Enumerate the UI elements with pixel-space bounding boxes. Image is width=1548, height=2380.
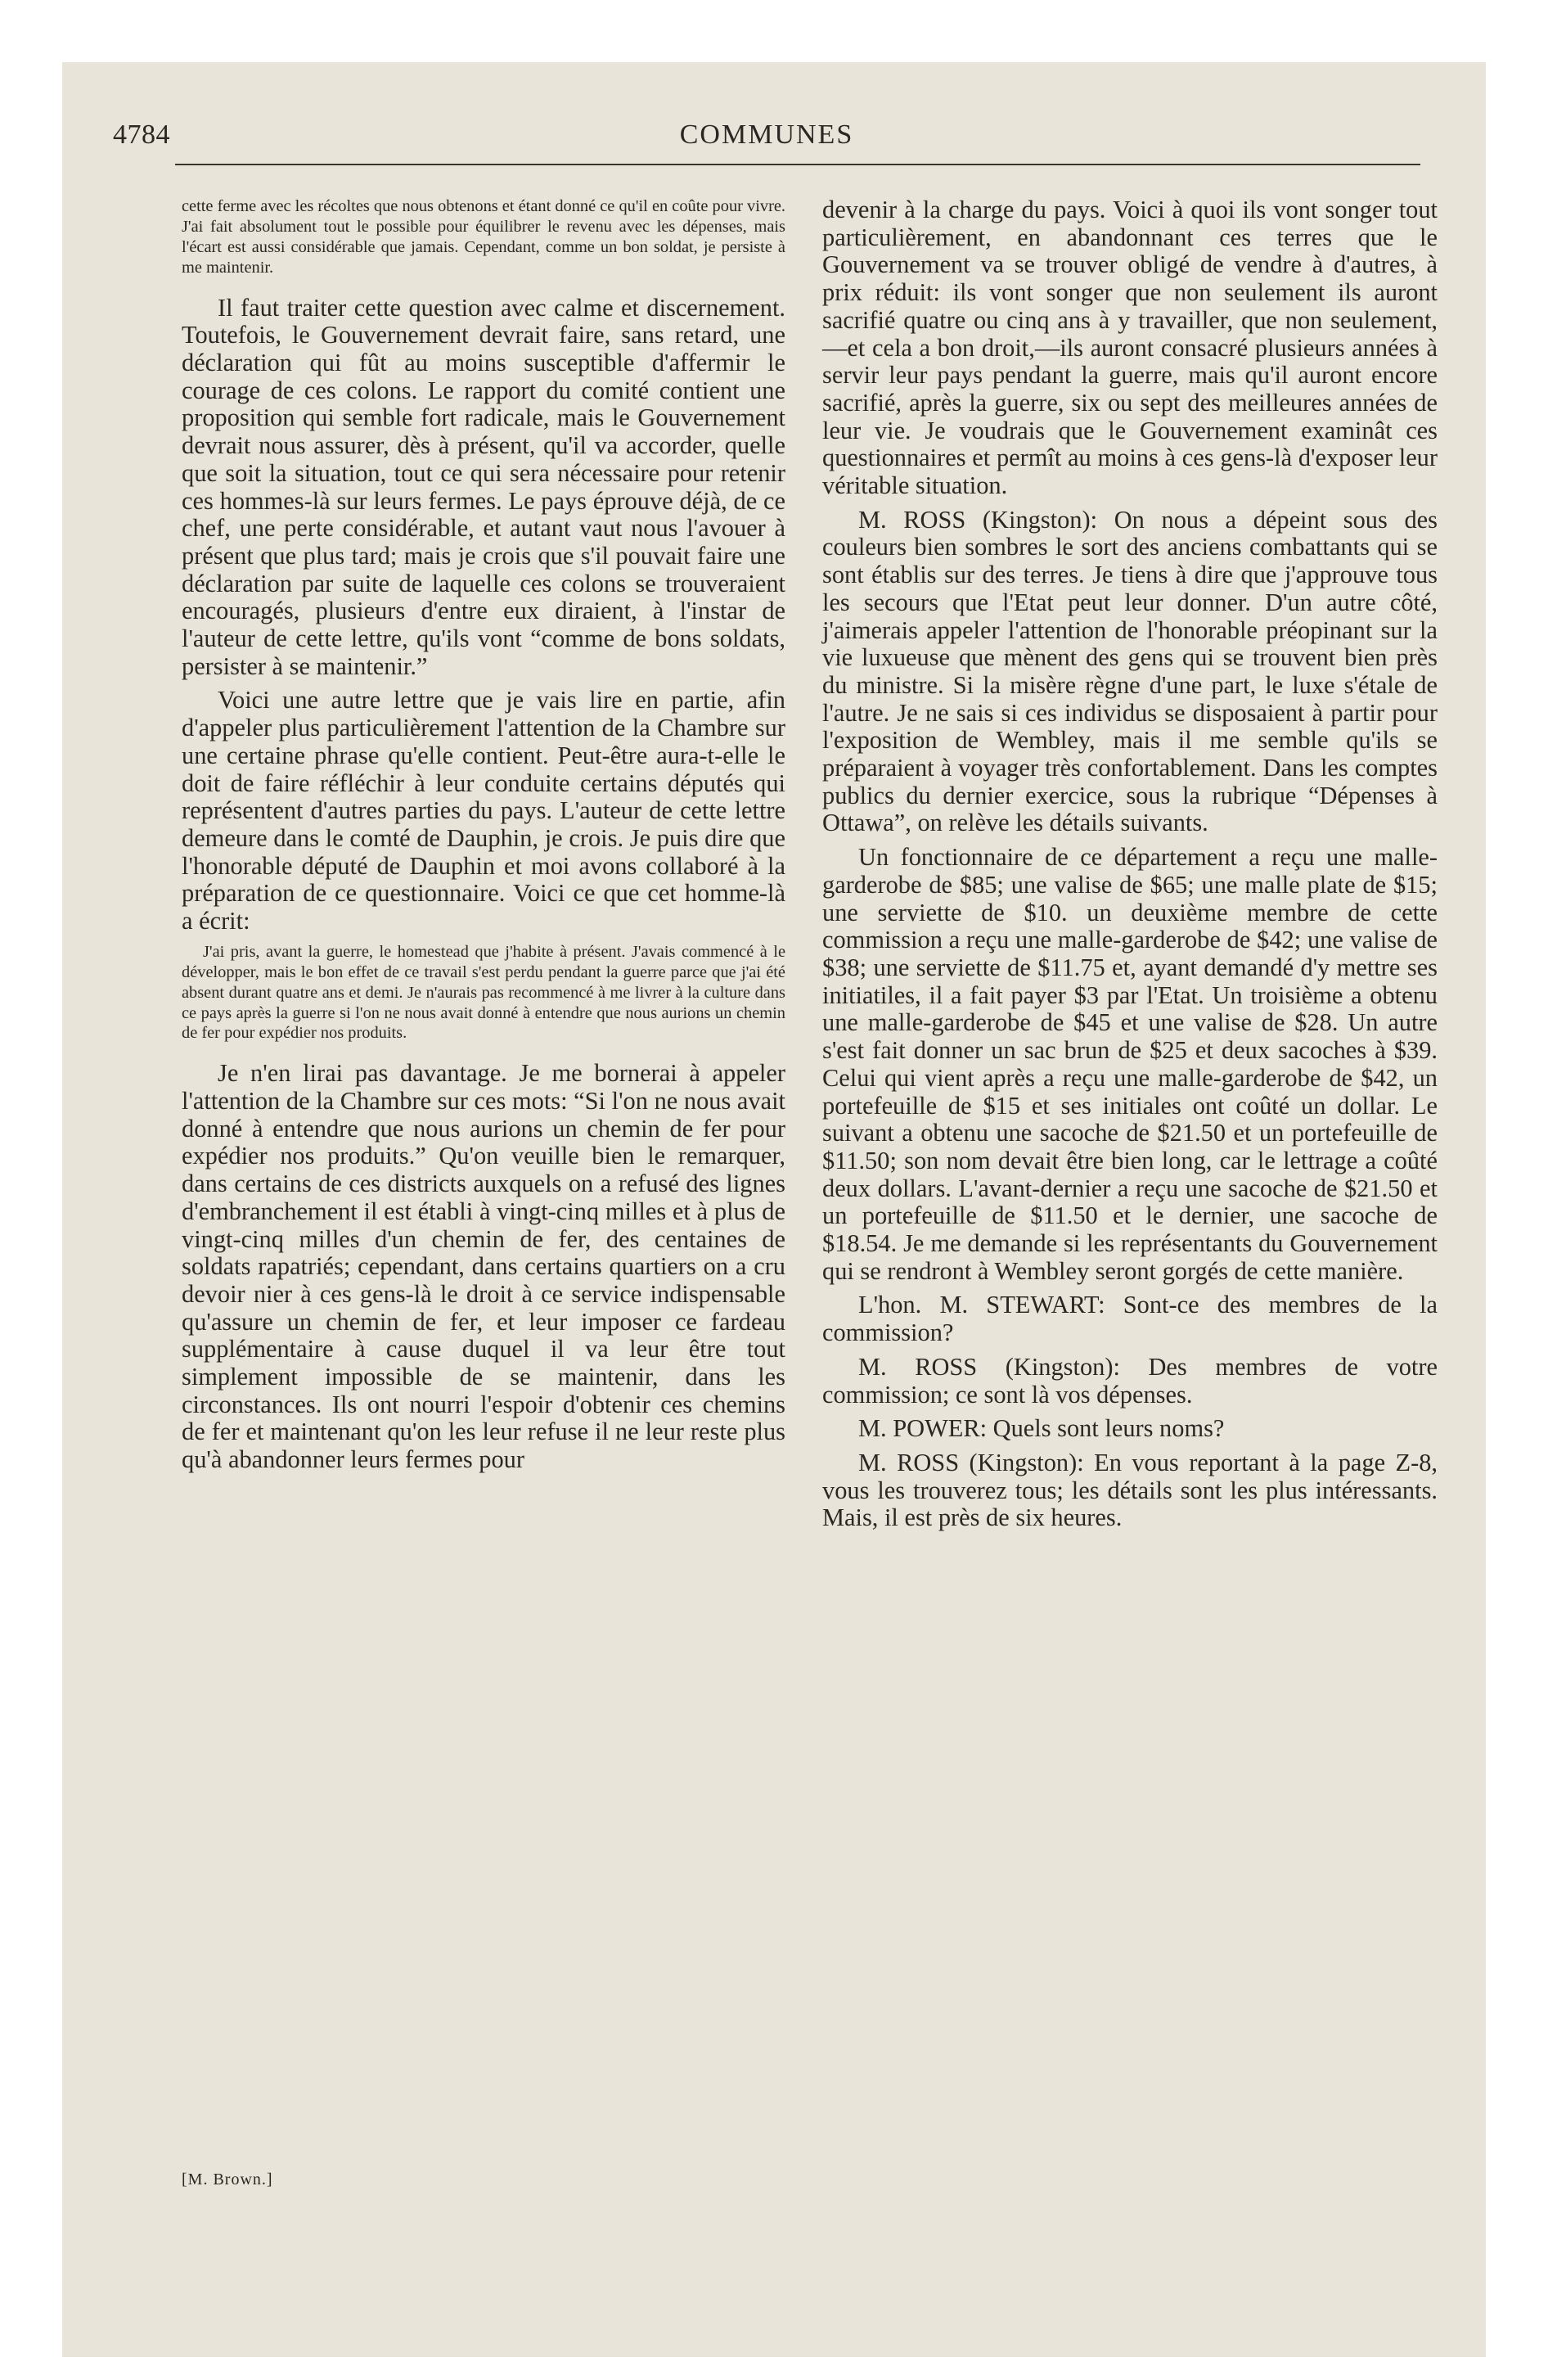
paragraph: Un fonctionnaire de ce département a reçu une malle-garderobe de $85; une valise de $65; une malle plate de $15; une serviette de $10. un deuxième membre de cette commission a reçu une malle-garderobe de $42; une valise de $38; une serviette de $11.75 et, ayant demandé d'y mettre ses initiatiles, il a fait payer $3 par l'Etat. Un troisième a obtenu une malle-garderobe de $45 et une valise de $28. Un autre s'est fait donner un sac brun de $25 et deux sacoches à $39. Celui qui vient après a reçu une malle-garderobe de $42, un portefeuille de $15 et ses initiales ont coûté un dollar. Le suivant a obtenu une sacoche de $21.50 et un portefeuille de $11.50; son nom devait être bien long, car le lettrage a coûté deux dollars. L'avant-dernier a reçu une sacoche de $21.50 et un portefeuille de $11.50 et le dernier, une sacoche de $18.54. Je me demande si les représentants du Gouvernement qui se rendront à Wembley seront gorgés de cette manière. — [822, 843, 1438, 1285]
header-rule — [175, 164, 1420, 165]
speech-ross: M. ROSS (Kingston): Des membres de votre commission; ce sont là vos dépenses. — [822, 1352, 1438, 1409]
right-column — [822, 196, 1438, 1539]
page-header — [113, 119, 1420, 152]
page-title: COMMUNES — [679, 119, 854, 150]
paragraph: Voici une autre lettre que je vais lire en partie, afin d'appeler plus particulièrement l'attention de la Chambre sur une certaine phrase qu'elle contient. Peut-être aura-t-elle le doit de faire réfléchir à leur conduite certains députés qui représentent d'autres parties du pays. L'auteur de cette lettre demeure dans le comté de Dauphin, je crois. Je puis dire que l'honorable député de Dauphin et moi avons collaboré à la préparation de ce questionnaire. Voici ce que cet homme-là a écrit: — [182, 686, 785, 935]
speech-ross: M. ROSS (Kingston): En vous reportant à la page Z-8, vous les trouverez tous; les détails sont les plus intéressants. Mais, il est près de six heures. — [822, 1448, 1438, 1532]
speech-power: M. POWER: Quels sont leurs noms? — [858, 1414, 1225, 1443]
paragraph: Il faut traiter cette question avec calme et discernement. Toutefois, le Gouvernement devrait faire, sans retard, une déclaration qui fût au moins susceptible d'affermir le courage de ces colons. Le rapport du comité contient une proposition qui semble fort radicale, mais le Gouvernement devrait nous assurer, dès à présent, qu'il va accorder, quelle que soit la situation, tout ce qui sera nécessaire pour retenir ces hommes-là sur leurs fermes. Le pays éprouve déjà, de ce chef, une perte considérable, et autant vaut nous l'avouer à présent que plus tard; mais je crois que s'il pouvait faire une déclaration par suite de laquelle ces colons se trouveraient encouragés, plusieurs d'entre eux diraient, à l'instar de l'auteur de cette lettre, qu'ils vont “comme de bons soldats, persister à se maintenir.” — [182, 293, 785, 680]
paragraph: devenir à la charge du pays. Voici à quoi ils vont songer tout particulièrement, en abandonnant ces terres que le Gouvernement va se trouver obligé de vendre à d'autres, à prix réduit: ils vont songer que non seulement ils auront sacrifié quatre ou cinq ans à y travailler, que non seulement,—et cela a bon droit,—ils auront consacré plusieurs années à servir leur pays pendant la guerre, mais qu'il auront encore sacrifié, après la guerre, six ou sept des meilleures années de leur vie. Je voudrais que le Gouvernement examinât ces questionnaires et permît au moins à ces gens-là d'exposer leur véritable situation. — [822, 196, 1438, 500]
speech-ross: M. ROSS (Kingston): On nous a dépeint sous des couleurs bien sombres le sort des anciens combattants qui se sont établis sur des terres. Je tiens à dire que j'approuve tous les secours que l'Etat peut leur donner. D'un autre côté, j'aimerais appeler l'attention de l'honorable préopinant sur la vie luxueuse que mènent des gens qui se trouvent bien près du ministre. Si la misère règne d'une part, le luxe s'étale de l'autre. Je ne sais si ces individus se disposaient à partir pour l'exposition de Wembley, mais il me semble qu'ils se préparaient à voyager très confortablement. Dans les comptes publics du dernier exercice, sous la rubrique “Dépenses à Ottawa”, on relève les détails suivants. — [822, 505, 1438, 837]
paragraph: Je n'en lirai pas davantage. Je me bornerai à appeler l'attention de la Chambre sur ces mots: “Si l'on ne nous avait donné à entendre que nous aurions un chemin de fer pour expédier nos produits.” Qu'on veuille bien le remarquer, dans certains de ces districts auxquels on a refusé des lignes d'embranchement il est établi à vingt-cinq milles et à plus de vingt-cinq milles d'un chemin de fer, des centaines de soldats rapatriés; cependant, dans certains quartiers on a cru devoir nier à ces gens-là le droit à ce service indispensable qu'assure un chemin de fer, et leur imposer ce fardeau supplémentaire à cause duquel il va leur être tout simplement impossible de se maintenir, dans les circonstances. Ils ont nourri l'espoir d'obtenir ces chemins de fer et maintenant qu'on les leur refuse il ne leur reste plus qu'à abandonner leurs fermes pour — [182, 1059, 785, 1474]
letter-quote-2: J'ai pris, avant la guerre, le homestead que j'habite à présent. J'avais commencé à le développer, mais le bon effet de ce travail s'est perdu pendant la guerre parce que j'ai été absent durant quatre ans et demi. Je n'aurais pas recommencé à me livrer à la culture dans ce pays après la guerre si l'on ne nous avait donné à entendre que nous aurions un chemin de fer pour expédier nos produits. — [182, 942, 785, 1043]
left-column — [182, 196, 785, 1481]
speech-stewart: L'hon. M. STEWART: Sont-ce des membres de la commission? — [822, 1291, 1438, 1347]
speaker-tag: [M. Brown.] — [182, 2170, 273, 2188]
letter-quote-1: cette ferme avec les récoltes que nous obtenons et étant donné ce qu'il en coûte pour vivre. J'ai fait absolument tout le possible pour équilibrer le revenu avec les dépenses, mais l'écart est aussi considérable que jamais. Cependant, comme un bon soldat, je persiste à me maintenir. — [182, 197, 786, 277]
page-number: 4784 — [113, 119, 170, 150]
